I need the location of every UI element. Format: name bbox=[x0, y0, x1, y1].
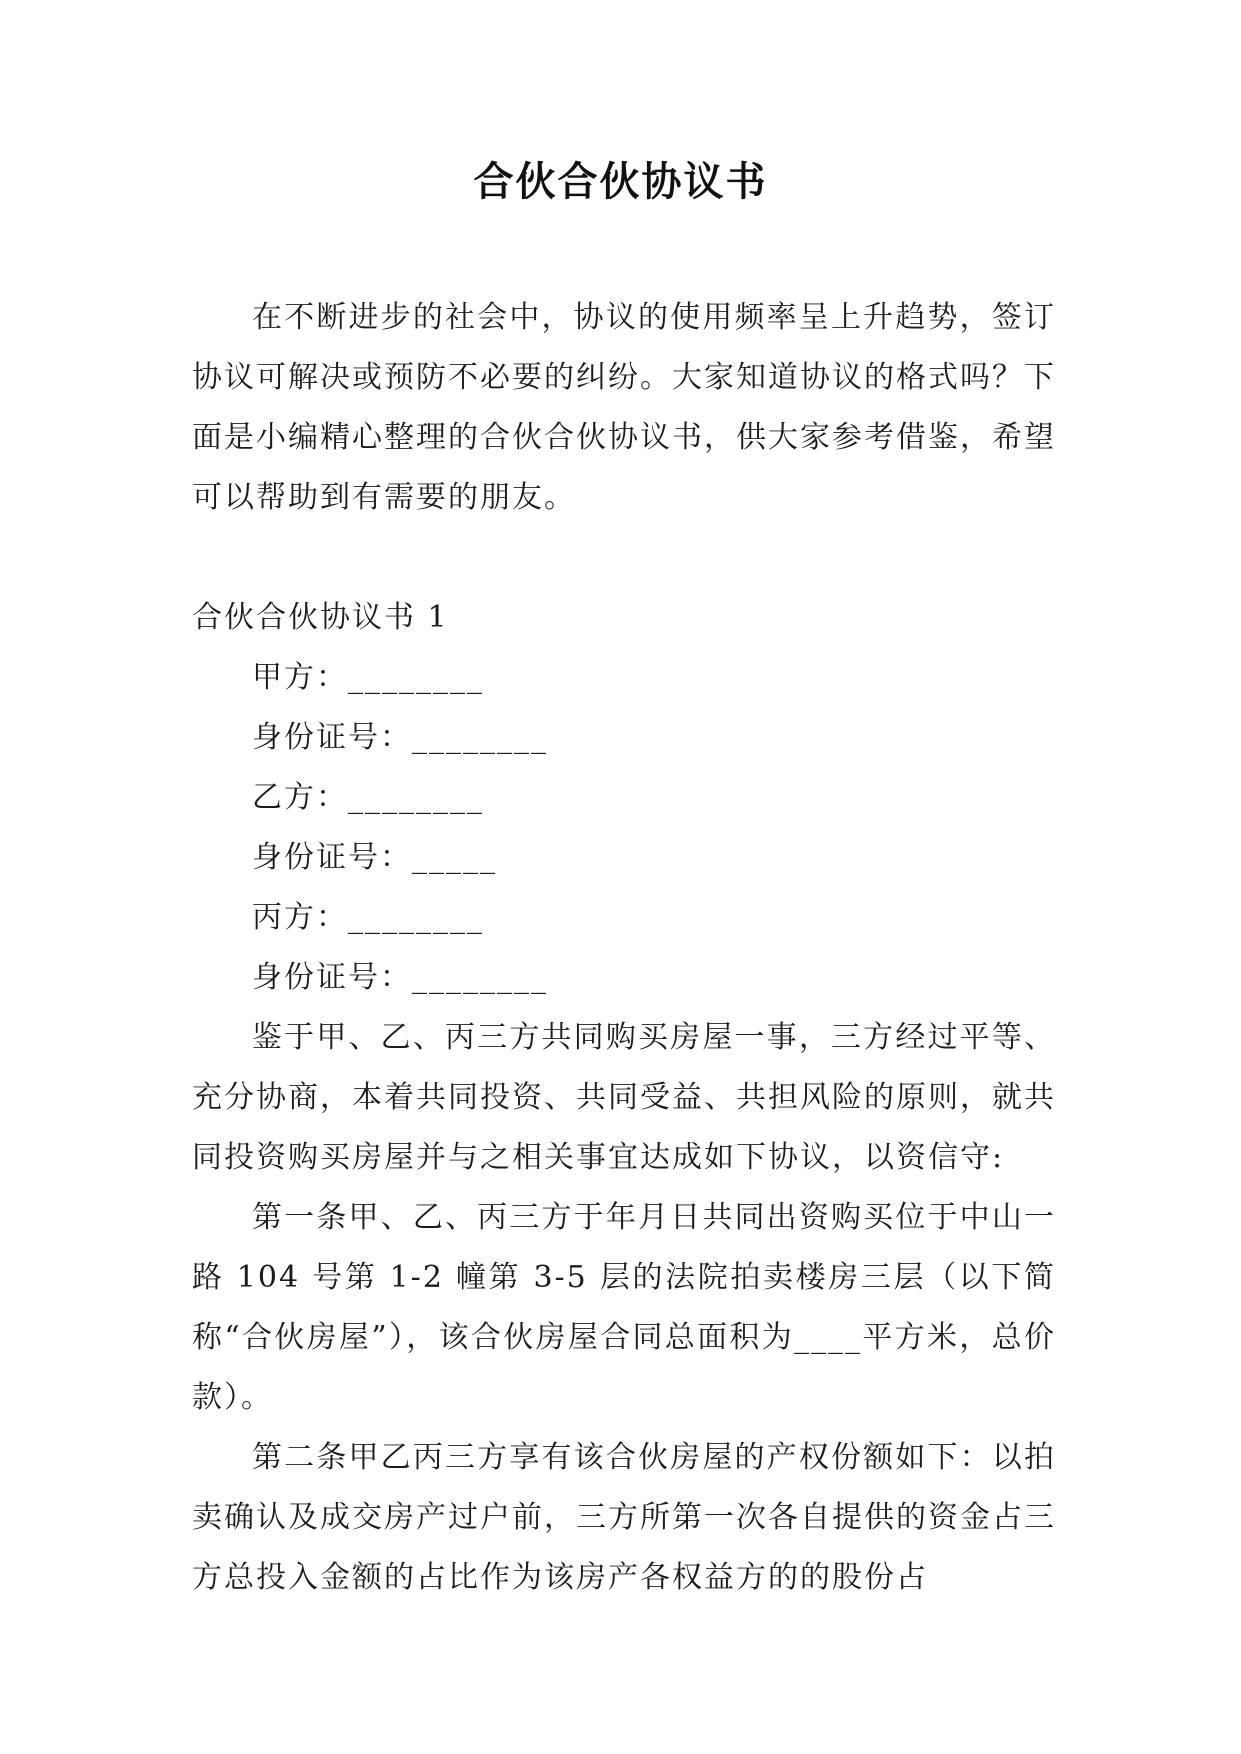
document-title: 合伙合伙协议书 bbox=[473, 158, 768, 205]
preamble-paragraph: 鉴于甲、乙、丙三方共同购买房屋一事，三方经过平等、充分协商，本着共同投资、共同受益、共担风险的原则，就共同投资购买房屋并与之相关事宜达成如下协议，以资信守: bbox=[192, 1020, 1056, 1175]
party-a-id-field: 身份证号：________ bbox=[252, 720, 548, 755]
article-two-paragraph: 第二条甲乙丙三方享有该合伙房屋的产权份额如下：以拍卖确认及成交房产过户前，三方所第一次各自提供的资金占三方总投入金额的占比作为该房产各权益方的的股份占 bbox=[192, 1440, 1056, 1595]
intro-paragraph: 在不断进步的社会中，协议的使用频率呈上升趋势，签订协议可解决或预防不必要的纠纷。大家知道协议的格式吗？下面是小编精心整理的合伙合伙协议书，供大家参考借鉴，希望可以帮助到有需要的朋友。 bbox=[192, 300, 1056, 515]
party-a-field: 甲方：________ bbox=[252, 660, 484, 695]
party-b-field: 乙方：________ bbox=[252, 780, 484, 815]
document-body bbox=[192, 288, 1056, 1608]
party-b-id-field: 身份证号：_____ bbox=[252, 840, 497, 875]
party-c-id-field: 身份证号：________ bbox=[252, 960, 548, 995]
party-c-field: 丙方：________ bbox=[252, 900, 484, 935]
article-one-paragraph: 第一条甲、乙、丙三方于年月日共同出资购买位于中山一路 104 号第 1-2 幢第 3-5 层的法院拍卖楼房三层（以下简称“合伙房屋”），该合伙房屋合同总面积为____平方米，总价款）。 bbox=[192, 1200, 1056, 1415]
section-heading: 合伙合伙协议书 1 bbox=[192, 600, 449, 635]
